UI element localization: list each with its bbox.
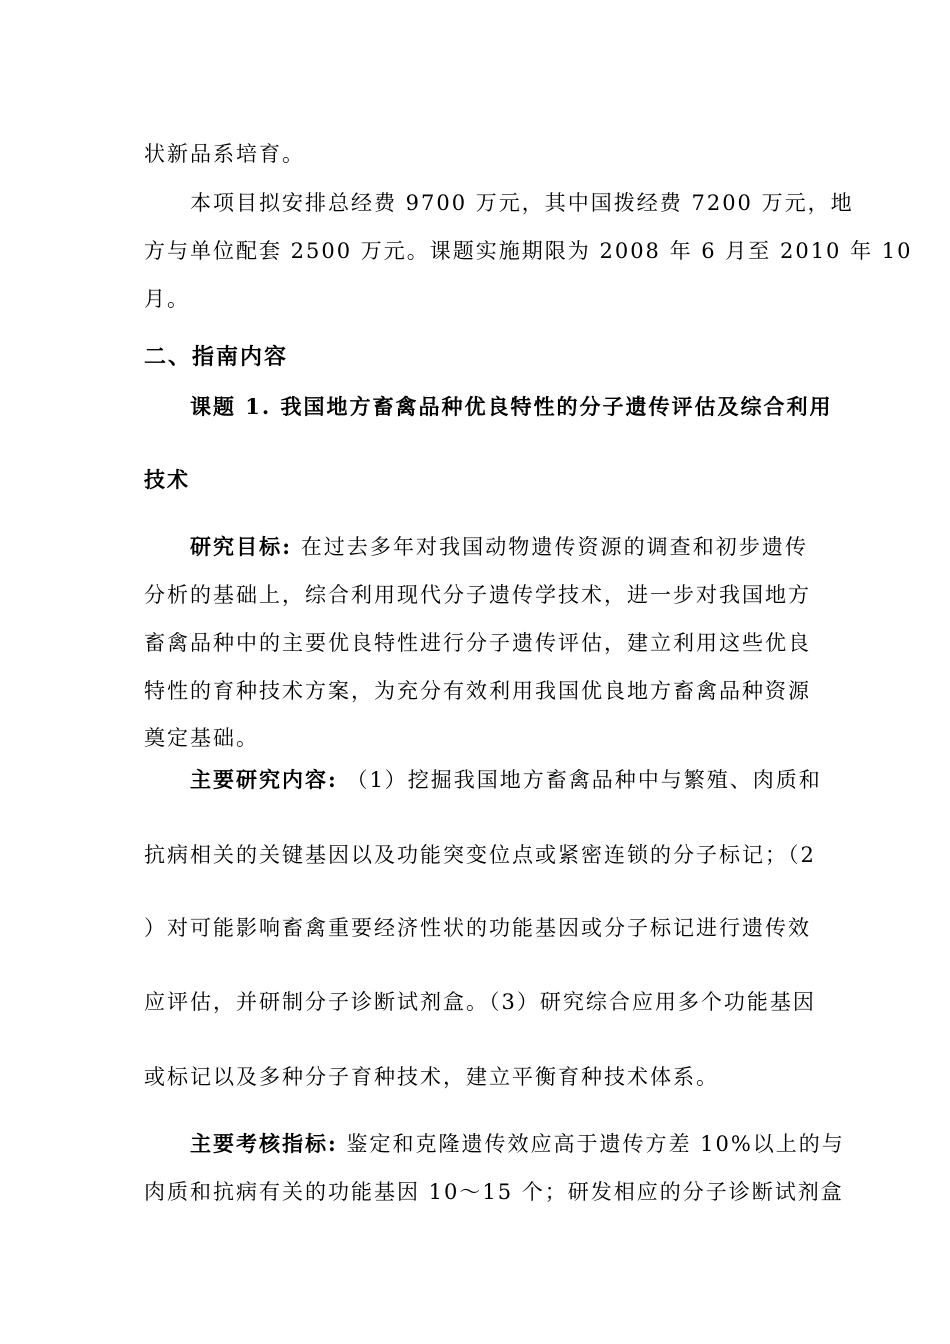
research-content-text: （1）挖掘我国地方畜禽品种中与繁殖、肉质和: [337, 768, 822, 792]
research-content-label: 主要研究内容:: [190, 767, 338, 792]
research-goal-label: 研究目标:: [190, 534, 292, 559]
research-content-line-2: 抗病相关的关键基因以及功能突变位点或紧密连锁的分子标记；（2: [144, 843, 816, 867]
budget-line-2: 方与单位配套 2500 万元。课题实施期限为 2008 年 6 月至 2010 年 10: [144, 239, 913, 263]
assessment-line-2: 肉质和抗病有关的功能基因 10～15 个；研发相应的分子诊断试剂盒: [144, 1180, 844, 1204]
research-content-line-3: ）对可能影响畜禽重要经济性状的功能基因或分子标记进行遗传效: [144, 916, 811, 940]
research-goal-line-4: 特性的育种技术方案，为充分有效利用我国优良地方畜禽品种资源: [144, 679, 811, 703]
assessment-label: 主要考核指标:: [190, 1131, 338, 1156]
intro-line-1: 状新品系培育。: [144, 142, 305, 166]
budget-line-1: 本项目拟安排总经费 9700 万元，其中国拨经费 7200 万元，地: [190, 191, 854, 215]
assessment-line-1: [190, 1129, 845, 1159]
assessment-text: 鉴定和克隆遗传效应高于遗传方差 10%以上的与: [337, 1132, 845, 1156]
research-goal-line-5: 奠定基础。: [144, 726, 259, 750]
research-goal-line-1: [190, 532, 808, 562]
topic-title-line-2: 技术: [144, 467, 190, 492]
budget-line-3: 月。: [144, 287, 190, 311]
research-content-line-5: 或标记以及多种分子育种技术，建立平衡育种技术体系。: [144, 1065, 719, 1089]
section-heading: 二、指南内容: [144, 345, 289, 370]
research-goal-line-2: 分析的基础上，综合利用现代分子遗传学技术，进一步对我国地方: [144, 583, 811, 607]
research-goal-text: 在过去多年对我国动物遗传资源的调查和初步遗传: [292, 535, 808, 559]
research-content-line-1: [190, 765, 822, 795]
topic-title-line-1: 课题 1. 我国地方畜禽品种优良特性的分子遗传评估及综合利用: [190, 394, 833, 419]
research-goal-line-3: 畜禽品种中的主要优良特性进行分子遗传评估，建立利用这些优良: [144, 631, 811, 655]
research-content-line-4: 应评估，并研制分子诊断试剂盒。（3）研究综合应用多个功能基因: [144, 990, 816, 1014]
